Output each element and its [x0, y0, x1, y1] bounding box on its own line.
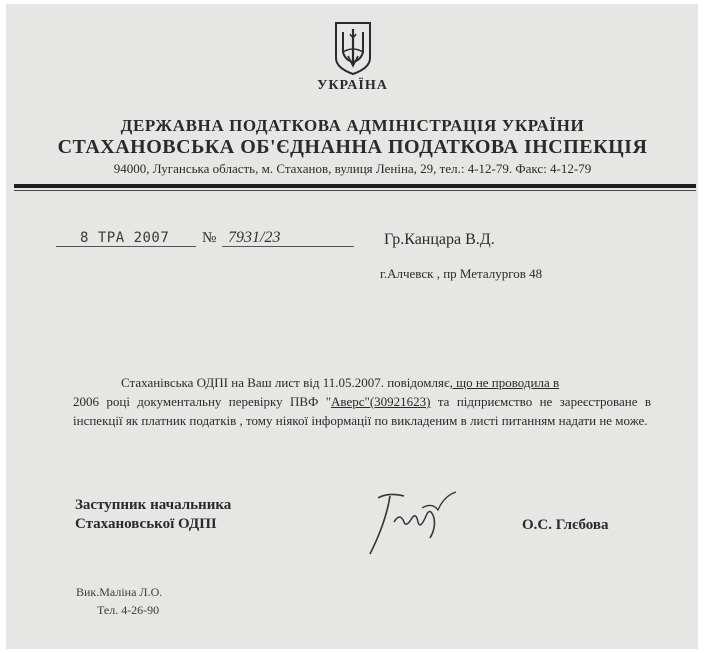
letter-date-stamp: 8 ТРА 2007 — [80, 230, 170, 246]
body-text-4: та підприємство не зареєстроване в інспекції як платник податків , тому ніякої інформації по викладеним в листі питанням надати не може. — [73, 394, 651, 428]
recipient-name: Гр.Канцара В.Д. — [384, 231, 495, 248]
document-sheet — [6, 4, 698, 649]
body-text-3: 2006 році документальну перевірку ПВФ " — [73, 394, 332, 409]
executor-name: Вик.Маліна Л.О. — [76, 585, 163, 599]
body-text-2: , що не проводила в — [449, 375, 560, 390]
body-text-1: Стаханівська ОДПІ на Ваш лист від 11.05.2007. повідомляє — [121, 375, 450, 390]
department-address: 94000, Луганська область, м. Стаханов, вулиця Леніна, 29, тел.: 4-12-79. Факс: 4-12-79 — [113, 161, 592, 176]
trident-emblem-icon — [333, 20, 373, 76]
header-divider-thin — [14, 190, 696, 191]
letter-body — [73, 373, 651, 430]
signer-title-line2: Стахановської ОДПІ — [75, 516, 217, 532]
signer-name: О.С. Глєбова — [522, 517, 609, 533]
executor-phone: Тел. 4-26-90 — [97, 603, 160, 617]
number-label: № — [202, 230, 217, 246]
company-code: "(30921623) — [364, 394, 431, 409]
signer-title-line1: Заступник начальника — [75, 497, 232, 513]
recipient-address: г.Алчевск , пр Металургов 48 — [380, 266, 543, 281]
department-name: СТАХАНОВСЬКА ОБ'ЄДНАННА ПОДАТКОВА ІНСПЕКЦІЯ — [57, 136, 648, 158]
registration-number: 7931/23 — [228, 229, 281, 246]
country-label: УКРАЇНА — [317, 78, 388, 93]
header-divider-thick — [14, 184, 696, 188]
organization-name: ДЕРЖАВНА ПОДАТКОВА АДМІНІСТРАЦІЯ УКРАЇНИ — [120, 116, 585, 135]
date-underline — [56, 246, 196, 247]
company-name: Аверс — [331, 394, 365, 409]
handwritten-signature — [360, 488, 460, 558]
